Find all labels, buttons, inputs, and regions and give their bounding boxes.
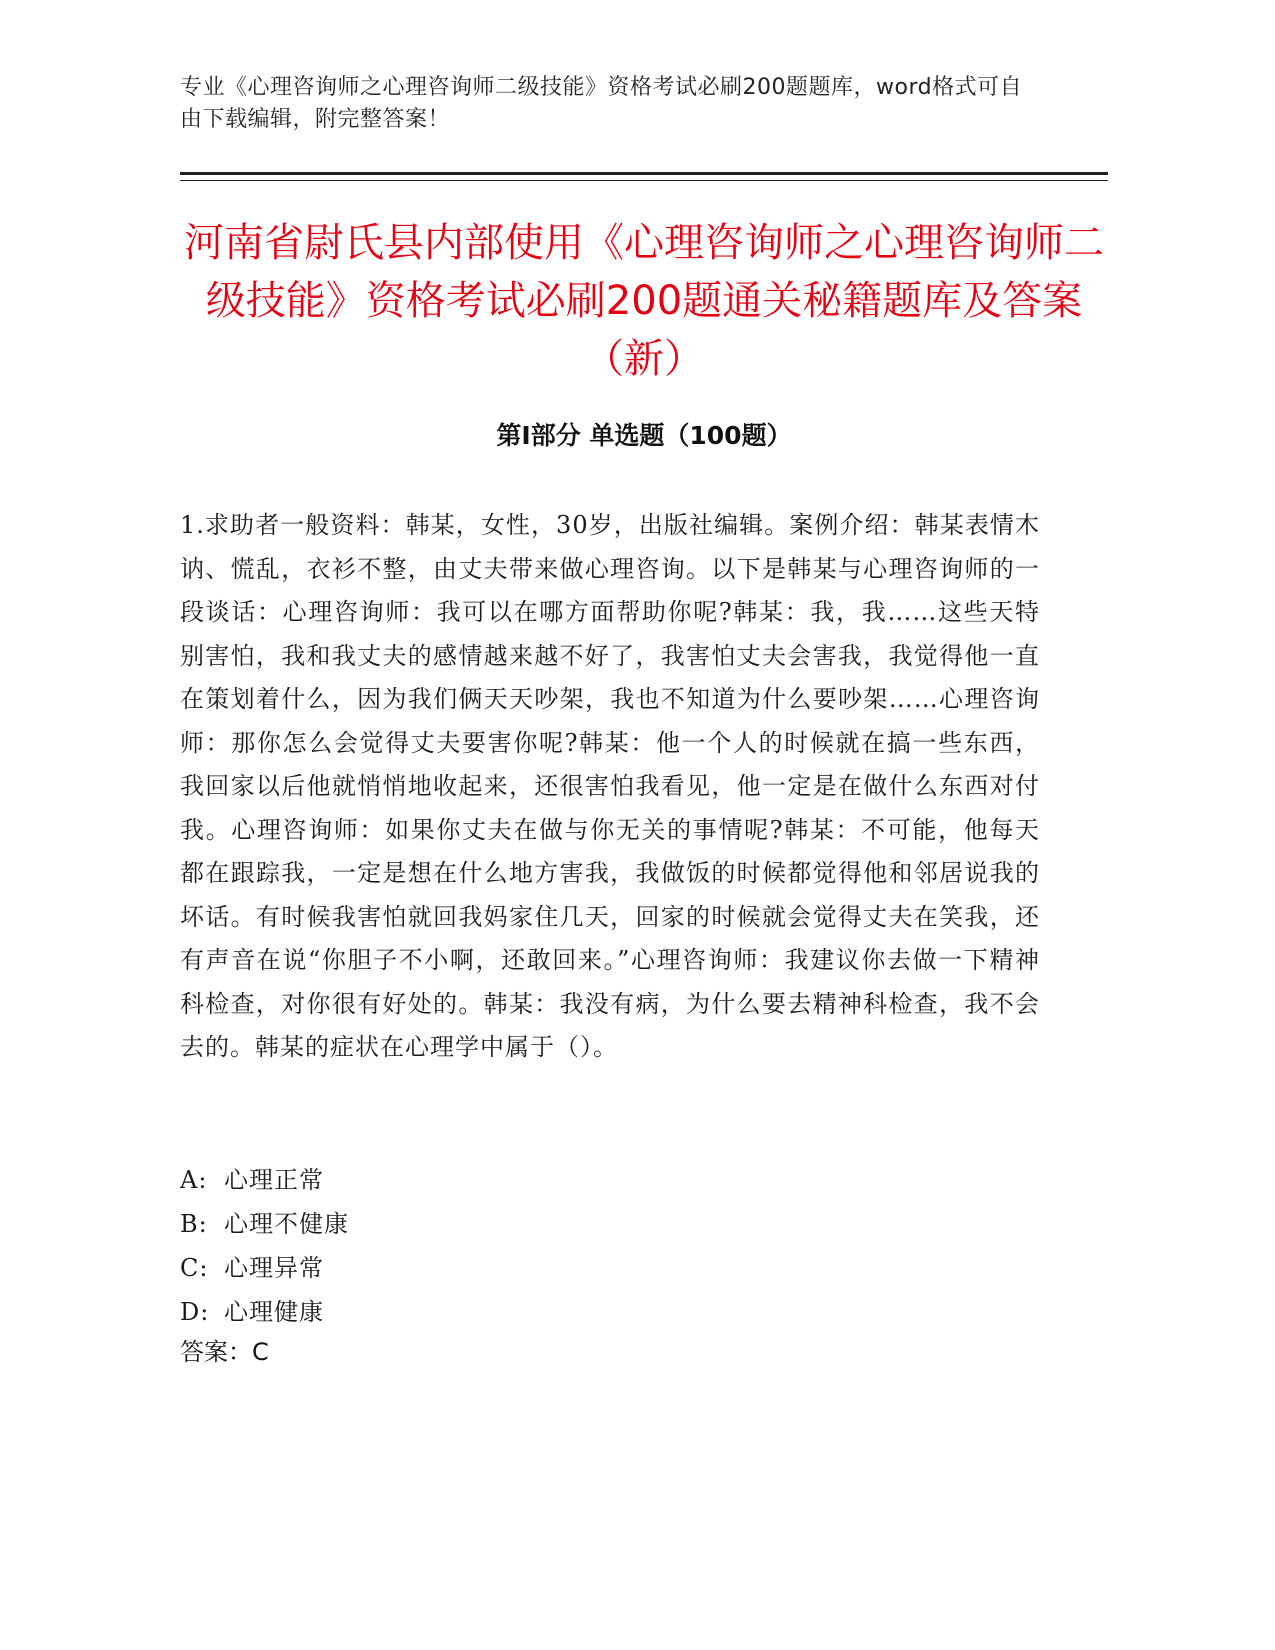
header-rule-thin [180,180,1108,181]
option-a-key: A: [180,1166,208,1194]
option-b-text: 心理不健康 [224,1210,349,1238]
option-c-key: C: [180,1254,209,1282]
question-text: 1.求助者一般资料：韩某，女性，30岁，出版社编辑。案例介绍：韩某表情木讷、慌乱，衣衫不整，由丈夫带来做心理咨询。以下是韩某与心理咨询师的一段谈话：心理咨询师：我可以在哪方面帮助你呢?韩某：我，我……这些天特别害怕，我和我丈夫的感情越来越不好了，我害怕丈夫会害我，我觉得他一直在策划着什么，因为我们俩天天吵架，我也不知道为什么要吵架……心理咨询师：那你怎么会觉得丈夫要害你呢?韩某：他一个人的时候就在搞一些东西，我回家以后他就悄悄地收起来，还很害怕我看见，他一定是在做什么东西对付我。心理咨询师：如果你丈夫在做与你无关的事情呢?韩某：不可能，他每天都在跟踪我，一定是想在什么地方害我，我做饭的时候都觉得他和邻居说我的坏话。有时候我害怕就回我妈家住几天，回家的时候就会觉得丈夫在笑我，还有声音在说“你胆子不小啊，还敢回来。”心理咨询师：我建议你去做一下精神科检查，对你很有好处的。韩某：我没有病，为什么要去精神科检查，我不会去的。韩某的症状在心理学中属于（）。 [180,511,1040,1061]
option-d-text: 心理健康 [224,1298,324,1326]
option-d-key: D: [180,1298,210,1326]
option-a [180,1158,1040,1202]
option-b-key: B: [180,1210,208,1238]
option-d [180,1290,1040,1334]
header-note: 专业《心理咨询师之心理咨询师二级技能》资格考试必刷200题题库，word格式可自由下载编辑，附完整答案！ [180,75,1023,132]
answer-line: 答案：C [180,1338,269,1366]
option-a-text: 心理正常 [224,1166,324,1194]
header-rule-thick [180,172,1108,175]
section-heading: 第Ⅰ部分 单选题（100题） [496,421,792,450]
option-b [180,1202,1040,1246]
answer-options [180,1158,1040,1334]
document-title: 河南省尉氏县内部使用《心理咨询师之心理咨询师二级技能》资格考试必刷200题通关秘籍题库及答案（新） [184,220,1104,382]
option-c-text: 心理异常 [224,1254,324,1282]
option-c [180,1246,1040,1290]
